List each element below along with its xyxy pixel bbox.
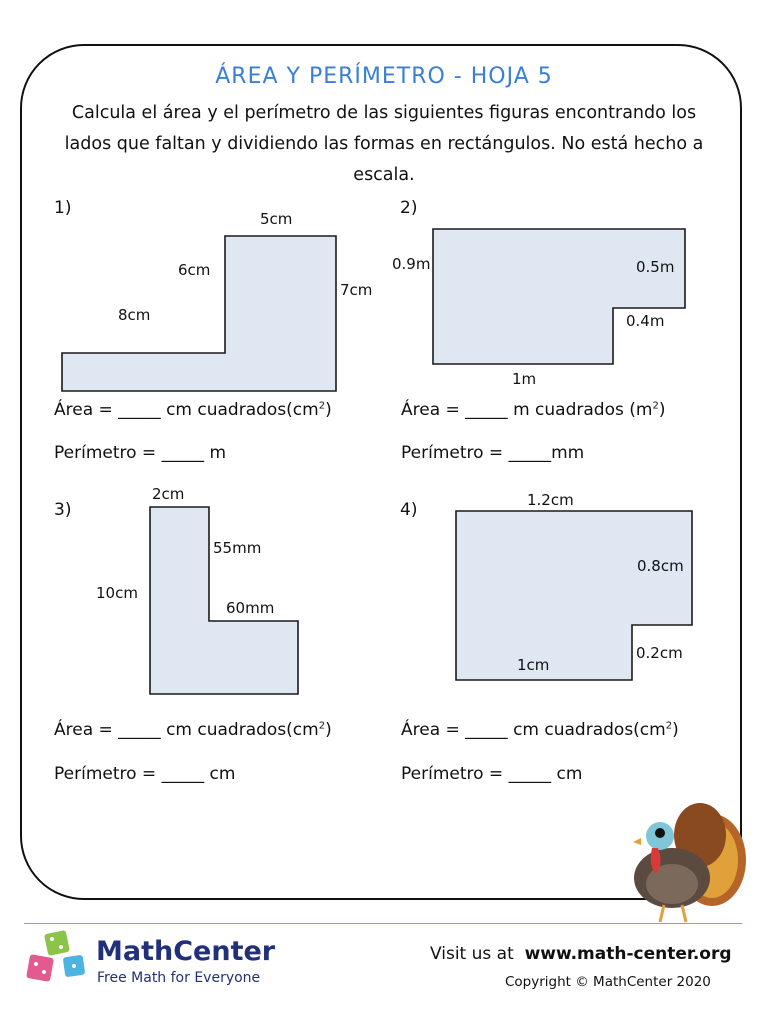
- problem-2-label-right: 0.5m: [636, 258, 675, 276]
- visit-line: [430, 944, 732, 964]
- problem-3-number: 3): [54, 500, 72, 520]
- problem-4-label-bottom: 1cm: [517, 656, 550, 674]
- dice-logo-icon: [26, 930, 85, 982]
- problem-3-label-inner: 55mm: [213, 539, 262, 557]
- problem-4-number: 4): [400, 500, 418, 520]
- problem-2-label-notch: 0.4m: [626, 312, 665, 330]
- problem-2-area: Área = _____ m cuadrados $(m^2)$: [401, 400, 666, 420]
- problem-3-label-left: 10cm: [96, 584, 138, 602]
- problem-2-number: 2): [400, 198, 418, 218]
- problem-4-perimeter: Perímetro = _____ cm: [401, 764, 583, 784]
- problem-4-label-right: 0.8cm: [637, 557, 684, 575]
- problem-1-label-top: 5cm: [260, 210, 293, 228]
- problem-3-perimeter: Perímetro = _____ cm: [54, 764, 236, 784]
- problem-2-label-left: 0.9m: [392, 255, 431, 273]
- problem-1-label-inner: 6cm: [178, 261, 211, 279]
- instructions: Calcula el área y el perímetro de las siguientes figuras encontrando los lados que faltan y dividiendo las formas en rectángulos. No está hecho a escala.: [64, 103, 704, 185]
- problem-3-label-top: 2cm: [152, 485, 185, 503]
- visit-prefix: Visit us at: [430, 944, 514, 964]
- problem-3-label-step: 60mm: [226, 599, 275, 617]
- brand-tagline: Free Math for Everyone: [97, 970, 261, 986]
- problem-2-perimeter: Perímetro = _____mm: [401, 443, 585, 463]
- problem-1-label-left: 8cm: [118, 306, 151, 324]
- problem-4-area: Área = _____ cm $cuadrados(cm^2)$: [401, 720, 679, 740]
- problem-1-perimeter: Perímetro = _____ m: [54, 443, 227, 463]
- problem-1-area: Área = _____ cm $cuadrados(cm^2)$: [54, 400, 332, 420]
- problem-1-number: 1): [54, 198, 72, 218]
- shape-3: [150, 507, 298, 694]
- website-link[interactable]: www.math-center.org: [524, 944, 732, 964]
- problem-4-label-top: 1.2cm: [527, 491, 574, 509]
- shape-1: [62, 236, 336, 391]
- worksheet-title: ÁREA Y PERÍMETRO - HOJA 5: [215, 64, 553, 89]
- footer-separator: [24, 923, 742, 924]
- turkey-illustration: [633, 803, 746, 922]
- problem-4-label-notch: 0.2cm: [636, 644, 683, 662]
- copyright: Copyright © MathCenter 2020: [505, 974, 711, 990]
- brand-name: MathCenter: [96, 936, 276, 967]
- shape-2: [433, 229, 685, 364]
- problem-3-area: Área = _____ cm $cuadrados(cm^2)$: [54, 720, 332, 740]
- problem-2-label-bottom: 1m: [512, 370, 537, 388]
- problem-1-label-right: 7cm: [340, 281, 373, 299]
